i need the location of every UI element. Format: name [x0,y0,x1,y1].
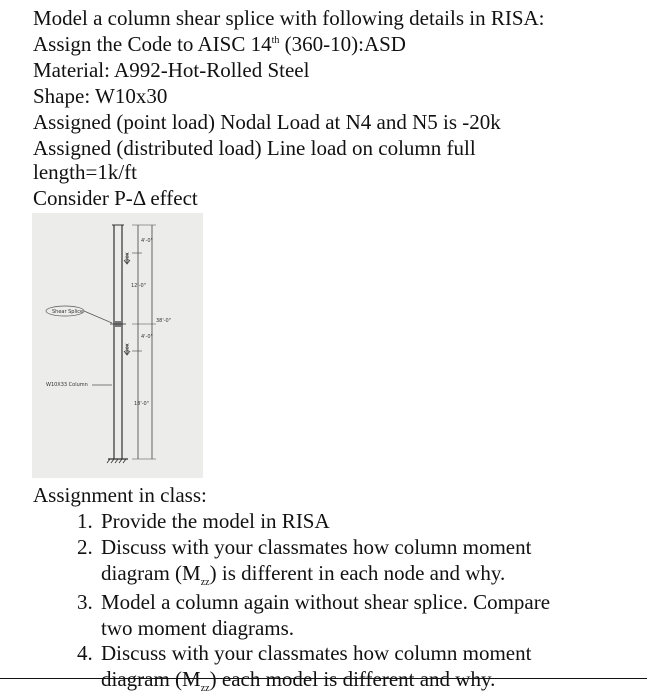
item-continuation [77,666,531,692]
cont-suffix: ) each model is different and why. [209,667,496,691]
splice-leader [84,311,112,323]
problem-line-2 [33,31,406,57]
assignment-item-4 [77,640,531,692]
code-text: Assign the Code to AISC 14 [33,32,272,56]
dim-total-text: 38'-0" [156,318,172,324]
item-number: 1. [77,509,93,533]
problem-line-7: length=1k/ft [33,160,137,184]
dim-lower-text: 18'-0" [134,401,150,407]
column-label-text: W10X33 Column [46,382,88,388]
cont-suffix: ) is different in each node and why. [209,561,506,585]
item-continuation: two moment diagrams. [101,616,295,640]
problem-line-4: Shape: W10x30 [33,84,168,108]
assignment-item-2 [77,534,531,586]
item-number: 2. [77,535,93,559]
item-text: Discuss with your classmates how column moment [101,641,532,665]
assignment-item-3 [77,589,550,641]
dim-top-text: 4'-0" [141,238,153,244]
item-number: 4. [77,641,93,665]
problem-line-6: Assigned (distributed load) Line load on column full [33,136,476,160]
item-text: Discuss with your classmates how column moment [101,535,532,559]
problem-line-5: Assigned (point load) Nodal Load at N4 and N5 is -20k [33,110,501,134]
item-continuation [77,560,531,586]
moment-subscript: zz [200,683,210,694]
splice-label-text: Shear Splice [52,309,84,315]
problem-line-8: Consider P-Δ effect [33,186,198,210]
base-hatch [107,459,126,463]
assignment-title: Assignment in class: [33,483,207,507]
code-superscript: th [271,35,280,46]
column-figure [32,213,203,478]
problem-line-1: Model a column shear splice with following details in RISA: [33,6,545,30]
dim-mid-text: 4'-0" [141,334,153,340]
column-sketch [32,213,203,478]
moment-subscript: zz [200,577,210,588]
item-text: Model a column again without shear splice. Compare [101,590,551,614]
problem-line-3: Material: A992-Hot-Rolled Steel [33,58,310,82]
dim-upper-text: 12'-0" [131,283,147,289]
item-number: 3. [77,590,93,614]
item-text: Provide the model in RISA [101,509,330,533]
cont-prefix: diagram (M [101,667,201,691]
load-label-top: 20K [126,252,131,261]
load-label-mid: 20K [126,343,131,352]
strikethrough-rule [0,678,647,679]
code-suffix: (360-10):ASD [279,32,406,56]
assignment-item-1 [77,508,330,534]
cont-prefix: diagram (M [101,561,201,585]
